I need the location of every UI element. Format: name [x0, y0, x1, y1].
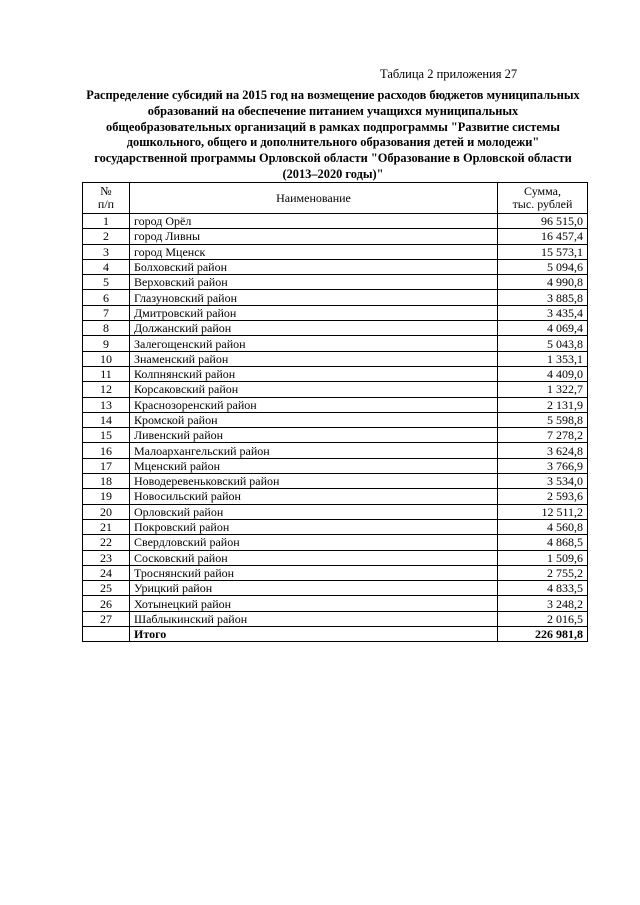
table-row: [83, 397, 588, 412]
subsidy-sum-cell: 3 435,4: [498, 305, 588, 320]
row-number-cell: 24: [83, 565, 130, 580]
municipality-name-cell: Колпнянский район: [130, 366, 498, 381]
table-row: [83, 565, 588, 580]
table-row: [83, 596, 588, 611]
municipality-name-cell: Новосильский район: [130, 489, 498, 504]
row-number-cell: 8: [83, 321, 130, 336]
subsidy-sum-cell: 4 990,8: [498, 275, 588, 290]
subsidy-sum-cell: 2 755,2: [498, 565, 588, 580]
row-number-cell: 22: [83, 535, 130, 550]
subsidy-sum-cell: 3 534,0: [498, 474, 588, 489]
table-row: [83, 382, 588, 397]
table-header-row: [83, 183, 588, 214]
column-header-number-line1: №: [100, 184, 112, 198]
table-row: [83, 229, 588, 244]
municipality-name-cell: Покровский район: [130, 519, 498, 534]
table-body: [83, 214, 588, 642]
row-number-cell: 4: [83, 259, 130, 274]
subsidy-sum-cell: 2 016,5: [498, 611, 588, 626]
municipality-name-cell: Залегощенский район: [130, 336, 498, 351]
municipality-name-cell: город Мценск: [130, 244, 498, 259]
row-number-cell: 12: [83, 382, 130, 397]
row-number-cell: 11: [83, 366, 130, 381]
subsidy-sum-cell: 16 457,4: [498, 229, 588, 244]
column-header-sum-line1: Сумма,: [524, 184, 561, 198]
table-row: [83, 336, 588, 351]
subsidy-sum-cell: 2 593,6: [498, 489, 588, 504]
table-row: [83, 458, 588, 473]
municipality-name-cell: Должанский район: [130, 321, 498, 336]
subsidy-table: [82, 182, 588, 642]
row-number-cell: 27: [83, 611, 130, 626]
table-row: [83, 321, 588, 336]
municipality-name-cell: Сосковский район: [130, 550, 498, 565]
row-number-cell: 17: [83, 458, 130, 473]
table-row: [83, 275, 588, 290]
appendix-note: Таблица 2 приложения 27: [380, 67, 518, 81]
document-title: [70, 88, 596, 183]
municipality-name-cell: Краснозоренский район: [130, 397, 498, 412]
subsidy-sum-cell: 4 409,0: [498, 366, 588, 381]
subsidy-sum-cell: 1 353,1: [498, 351, 588, 366]
municipality-name-cell: Троснянский район: [130, 565, 498, 580]
subsidy-sum-cell: 3 885,8: [498, 290, 588, 305]
table-row: [83, 259, 588, 274]
table-row: [83, 611, 588, 626]
title-line: Распределение субсидий на 2015 год на возмещение расходов бюджетов муниципальных: [86, 88, 580, 102]
row-number-cell: 10: [83, 351, 130, 366]
row-number-cell: 20: [83, 504, 130, 519]
table-row: [83, 351, 588, 366]
subsidy-sum-cell: 3 766,9: [498, 458, 588, 473]
municipality-name-cell: Ливенский район: [130, 428, 498, 443]
subsidy-sum-cell: 4 069,4: [498, 321, 588, 336]
subsidy-sum-cell: 4 833,5: [498, 581, 588, 596]
column-header-number: [83, 183, 130, 214]
title-line: общеобразовательных организаций в рамках подпрограммы "Развитие системы: [106, 119, 560, 134]
row-number-cell: 26: [83, 596, 130, 611]
column-header-number-line2: п/п: [97, 197, 115, 211]
municipality-name-cell: город Ливны: [130, 229, 498, 244]
subsidy-sum-cell: 96 515,0: [498, 214, 588, 229]
row-number-cell: 3: [83, 244, 130, 259]
total-sum-cell: 226 981,8: [498, 627, 588, 642]
municipality-name-cell: Дмитровский район: [130, 305, 498, 320]
row-number-cell: 18: [83, 474, 130, 489]
row-number-cell: 23: [83, 550, 130, 565]
row-number-cell: 21: [83, 519, 130, 534]
table-row: [83, 474, 588, 489]
title-line: государственной программы Орловской области "Образование в Орловской области: [94, 151, 572, 166]
title-line: дошкольного, общего и дополнительного образования детей и молодежи": [126, 135, 540, 150]
table-row: [83, 489, 588, 504]
row-number-cell: 19: [83, 489, 130, 504]
row-number-cell: 25: [83, 581, 130, 596]
municipality-name-cell: Болховский район: [130, 259, 498, 274]
subsidy-sum-cell: 12 511,2: [498, 504, 588, 519]
municipality-name-cell: город Орёл: [130, 214, 498, 229]
row-number-cell: 1: [83, 214, 130, 229]
subsidy-sum-cell: 1 322,7: [498, 382, 588, 397]
subsidy-sum-cell: 2 131,9: [498, 397, 588, 412]
table-row: [83, 550, 588, 565]
table-row: [83, 214, 588, 229]
municipality-name-cell: Новодеревеньковский район: [130, 474, 498, 489]
municipality-name-cell: Хотынецкий район: [130, 596, 498, 611]
table-row: [83, 535, 588, 550]
subsidy-sum-cell: 3 248,2: [498, 596, 588, 611]
subsidy-sum-cell: 4 560,8: [498, 519, 588, 534]
row-number-cell: 5: [83, 275, 130, 290]
subsidy-sum-cell: 5 598,8: [498, 412, 588, 427]
subsidy-sum-cell: 5 043,8: [498, 336, 588, 351]
subsidy-sum-cell: 7 278,2: [498, 428, 588, 443]
municipality-name-cell: Малоархангельский район: [130, 443, 498, 458]
municipality-name-cell: Верховский район: [130, 275, 498, 290]
column-header-sum: [498, 183, 588, 214]
row-number-cell: 13: [83, 397, 130, 412]
subsidy-sum-cell: 4 868,5: [498, 535, 588, 550]
municipality-name-cell: Глазуновский район: [130, 290, 498, 305]
municipality-name-cell: Орловский район: [130, 504, 498, 519]
row-number-cell: 15: [83, 428, 130, 443]
table-row: [83, 504, 588, 519]
table-row: [83, 519, 588, 534]
table-row: [83, 244, 588, 259]
column-header-sum-line2: тыс. рублей: [512, 197, 573, 211]
municipality-name-cell: Шаблыкинский район: [130, 611, 498, 626]
column-header-name: Наименование: [130, 183, 498, 214]
row-number-cell: 16: [83, 443, 130, 458]
total-label-cell: Итого: [130, 627, 498, 642]
row-number-cell: 7: [83, 305, 130, 320]
table-row: [83, 305, 588, 320]
municipality-name-cell: Урицкий район: [130, 581, 498, 596]
title-line: (2013–2020 годы)": [282, 166, 384, 181]
subsidy-sum-cell: 3 624,8: [498, 443, 588, 458]
subsidy-sum-cell: 15 573,1: [498, 244, 588, 259]
row-number-cell: 2: [83, 229, 130, 244]
row-number-cell: 9: [83, 336, 130, 351]
table-row: [83, 366, 588, 381]
municipality-name-cell: Мценский район: [130, 458, 498, 473]
table-row: [83, 428, 588, 443]
municipality-name-cell: Корсаковский район: [130, 382, 498, 397]
total-row: [83, 627, 588, 642]
table-row: [83, 412, 588, 427]
total-number-cell: [83, 627, 130, 642]
municipality-name-cell: Кромской район: [130, 412, 498, 427]
row-number-cell: 14: [83, 412, 130, 427]
municipality-name-cell: Свердловский район: [130, 535, 498, 550]
subsidy-sum-cell: 1 509,6: [498, 550, 588, 565]
table-row: [83, 581, 588, 596]
title-line: образований на обеспечение питанием учащихся муниципальных: [147, 103, 519, 118]
municipality-name-cell: Знаменский район: [130, 351, 498, 366]
table-row: [83, 290, 588, 305]
row-number-cell: 6: [83, 290, 130, 305]
table-row: [83, 443, 588, 458]
subsidy-sum-cell: 5 094,6: [498, 259, 588, 274]
